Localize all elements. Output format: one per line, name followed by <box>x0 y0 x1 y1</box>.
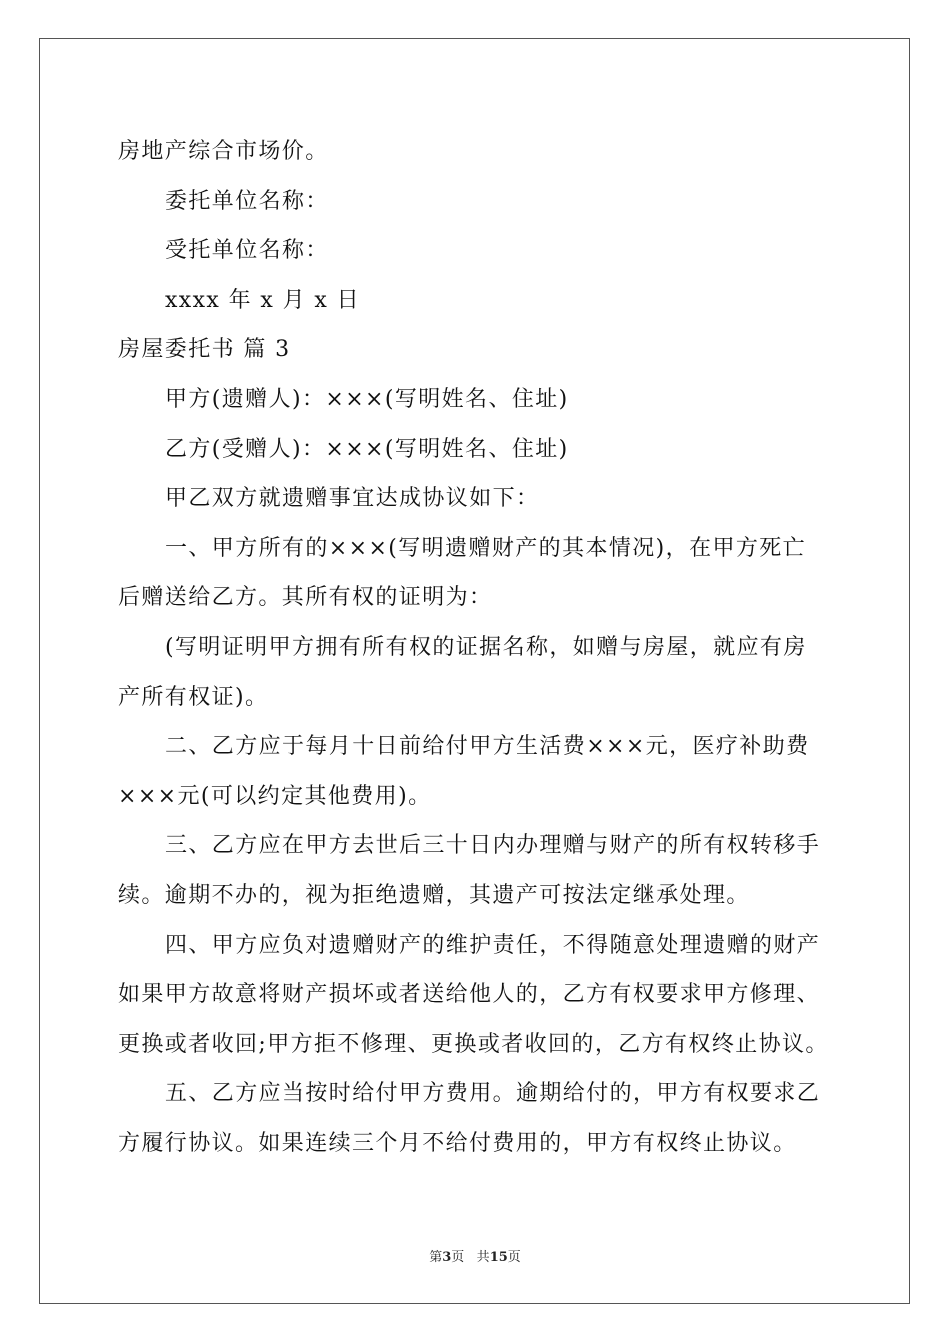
footer-page-current: 3 <box>442 1250 452 1265</box>
text-line: ×××元(可以约定其他费用)。 <box>118 783 432 809</box>
footer-page-prefix: 第 <box>429 1250 443 1265</box>
text-line: 房屋委托书 篇 3 <box>118 337 291 363</box>
text-line: 委托单位名称： <box>165 188 329 214</box>
text-line: 如果甲方故意将财产损坏或者送给他人的，乙方有权要求甲方修理、 <box>118 982 821 1008</box>
text-line: 产所有权证)。 <box>118 684 269 710</box>
footer-total-suffix: 页 <box>507 1250 521 1265</box>
text-line: 房地产综合市场价。 <box>118 139 329 164</box>
text-line: xxxx 年 x 月 x 日 <box>165 287 361 313</box>
text-line: 续。逾期不办的，视为拒绝遗赠，其遗产可按法定继承处理。 <box>118 882 750 908</box>
text-line: (写明证明甲方拥有所有权的证据名称，如赠与房屋，就应有房 <box>165 634 807 660</box>
text-line: 后赠送给乙方。其所有权的证明为： <box>118 585 493 611</box>
text-line: 乙方(受赠人)：×××(写明姓名、住址) <box>165 436 569 462</box>
document-body <box>118 127 836 1168</box>
text-line: 更换或者收回;甲方拒不修理、更换或者收回的，乙方有权终止协议。 <box>118 1031 829 1057</box>
footer-page-total: 15 <box>489 1250 508 1265</box>
footer-page-suffix: 页 <box>451 1250 465 1265</box>
text-line: 四、甲方应负对遗赠财产的维护责任，不得随意处理遗赠的财产 <box>165 932 821 958</box>
text-line: 二、乙方应于每月十日前给付甲方生活费×××元，医疗补助费 <box>165 734 810 760</box>
text-line: 五、乙方应当按时给付甲方费用。逾期给付的，甲方有权要求乙 <box>165 1081 821 1107</box>
footer-total-prefix: 共 <box>476 1250 490 1265</box>
text-line: 一、甲方所有的×××(写明遗赠财产的其本情况)，在甲方死亡 <box>165 535 807 561</box>
text-line: 三、乙方应在甲方去世后三十日内办理赠与财产的所有权转移手 <box>165 833 821 859</box>
text-line: 方履行协议。如果连续三个月不给付费用的，甲方有权终止协议。 <box>118 1130 797 1156</box>
page-footer <box>0 1246 950 1265</box>
text-line: 受托单位名称： <box>165 238 329 264</box>
text-line: 甲方(遗赠人)：×××(写明姓名、住址) <box>165 386 569 412</box>
text-line: 甲乙双方就遗赠事宜达成协议如下： <box>165 486 540 512</box>
